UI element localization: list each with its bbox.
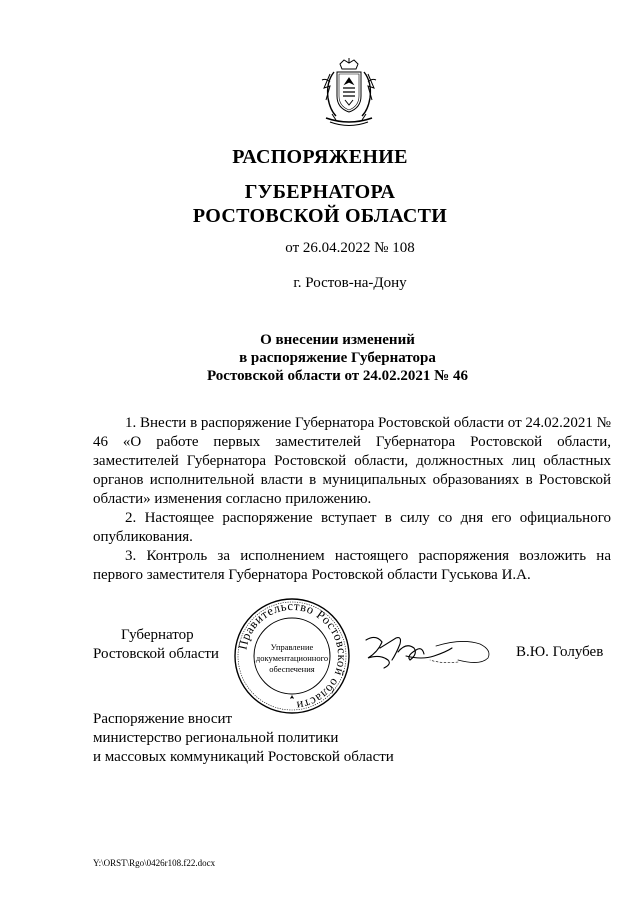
coat-of-arms-emblem: [318, 58, 380, 130]
document-type-title: РАСПОРЯЖЕНИЕ: [232, 146, 408, 168]
seal-inner-line-1: Управление: [270, 642, 314, 652]
official-seal: [232, 596, 352, 716]
paragraph-3: 3. Контроль за исполнением настоящего распоряжения возложить на первого заместителя Губернатора Ростовской области Гуськова И.А.: [93, 548, 611, 583]
subject-line-2: в распоряжение Губернатора: [239, 350, 436, 366]
seal-inner-line-2: документационного: [255, 653, 329, 663]
document-body: [93, 414, 611, 585]
document-subject: [0, 331, 640, 385]
contributor-line-3: и массовых коммуникаций Ростовской области: [93, 749, 394, 765]
contributor-line-2: министерство региональной политики: [93, 730, 339, 746]
contributor-block: [93, 710, 394, 767]
seal-outer-text: Правительство Ростовской области: [235, 598, 350, 713]
contributor-line-1: Распоряжение вносит: [93, 711, 233, 727]
paragraph-1: 1. Внести в распоряжение Губернатора Ростовской области от 24.02.2021 № 46 «О работе первых заместителей Губернатора Ростовской области, заместителей Губернатора Ростовской области, должностных лиц областных органов исполнительной власти в муниципальных образованиях в Ростовской области» изменения согласно приложению.: [93, 415, 611, 507]
handwritten-signature: [362, 630, 496, 676]
date-and-number: от 26.04.2022 № 108: [285, 240, 415, 256]
issuer-line-1: ГУБЕРНАТОРА: [244, 181, 396, 203]
signer-name: В.Ю. Голубев: [516, 644, 604, 660]
subject-line-1: О внесении изменений: [260, 332, 415, 348]
city: г. Ростов-на-Дону: [293, 275, 407, 291]
issuer-title: [0, 180, 640, 228]
file-path-footer: Y:\ORST\Rgo\0426r108.f22.docx: [93, 858, 216, 868]
signer-position-line-1: Губернатор: [121, 627, 194, 643]
seal-star-icon: [290, 695, 294, 699]
seal-inner-line-3: обеспечения: [269, 664, 315, 674]
signer-position-line-2: Ростовской области: [93, 646, 219, 662]
issuer-line-2: РОСТОВСКОЙ ОБЛАСТИ: [192, 205, 448, 227]
subject-line-3: Ростовской области от 24.02.2021 № 46: [207, 368, 468, 384]
signer-position: [93, 626, 219, 664]
paragraph-2: 2. Настоящее распоряжение вступает в силу со дня его официального опубликования.: [93, 510, 611, 545]
